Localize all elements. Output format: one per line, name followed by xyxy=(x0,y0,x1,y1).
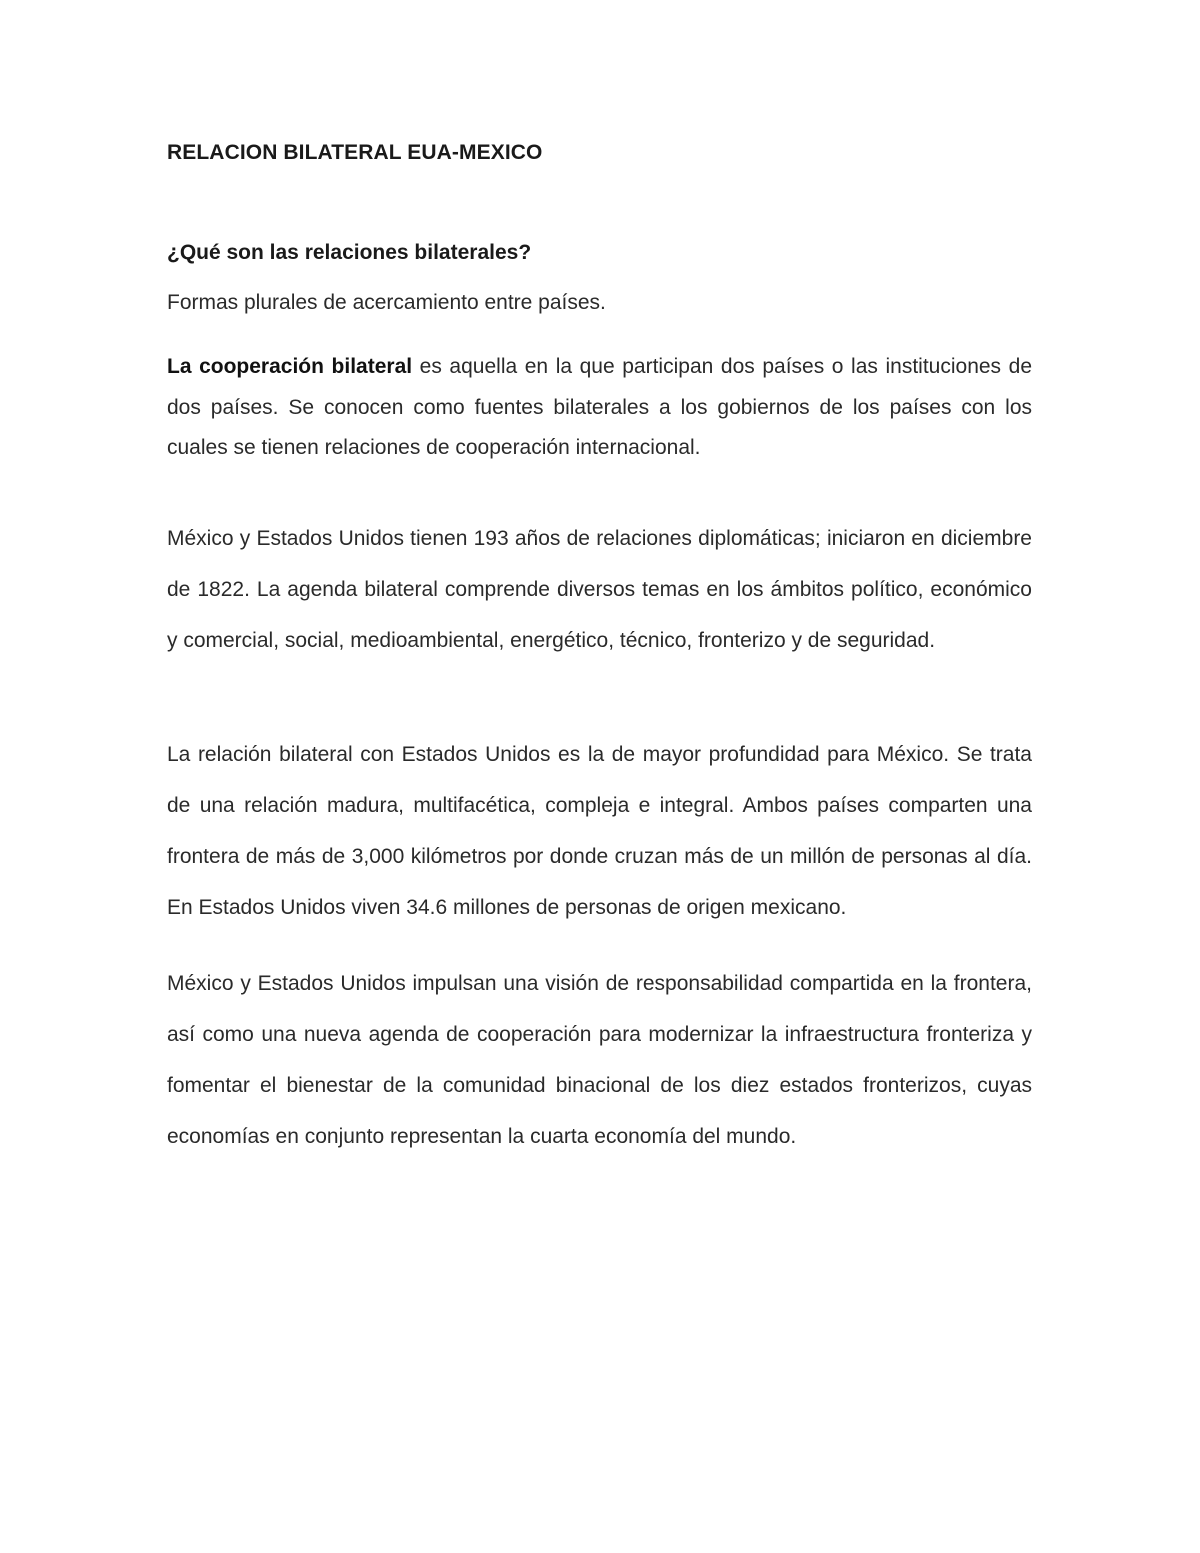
section-question: ¿Qué son las relaciones bilaterales? xyxy=(167,241,532,264)
document-title: RELACION BILATERAL EUA-MEXICO xyxy=(167,141,543,164)
cooperation-definition: es aquella en la que participan dos países o las instituciones de dos países. Se conocen como fuentes bilaterales a los gobiernos de los países con los cuales se tienen relaciones de cooperación internacional. xyxy=(167,355,1032,459)
paragraph-shared-responsibility: México y Estados Unidos impulsan una visión de responsabilidad compartida en la frontera, así como una nueva agenda de cooperación para modernizar la infraestructura fronteriza y fomentar el bienestar de la comunidad binacional de los diez estados fronterizos, cuyas economías en conjunto representan la cuarta economía del mundo. xyxy=(167,971,1032,1148)
cooperation-paragraph xyxy=(167,347,1032,469)
paragraph-diplomatic-relations: México y Estados Unidos tienen 193 años de relaciones diplomáticas; iniciaron en diciembre de 1822. La agenda bilateral comprende diversos temas en los ámbitos político, económico y comercial, social, medioambiental, energético, técnico, fronterizo y de seguridad. xyxy=(167,526,1032,652)
document-body xyxy=(167,138,1032,1162)
answer-paragraph: Formas plurales de acercamiento entre países. xyxy=(167,291,606,314)
cooperation-term: La cooperación bilateral xyxy=(167,355,413,378)
paragraph-bilateral-depth: La relación bilateral con Estados Unidos es la de mayor profundidad para México. Se trata de una relación madura, multifacética, compleja e integral. Ambos países comparten una frontera de más de 3,000 kilómetros por donde cruzan más de un millón de personas al día. En Estados Unidos viven 34.6 millones de personas de origen mexicano. xyxy=(167,742,1032,919)
